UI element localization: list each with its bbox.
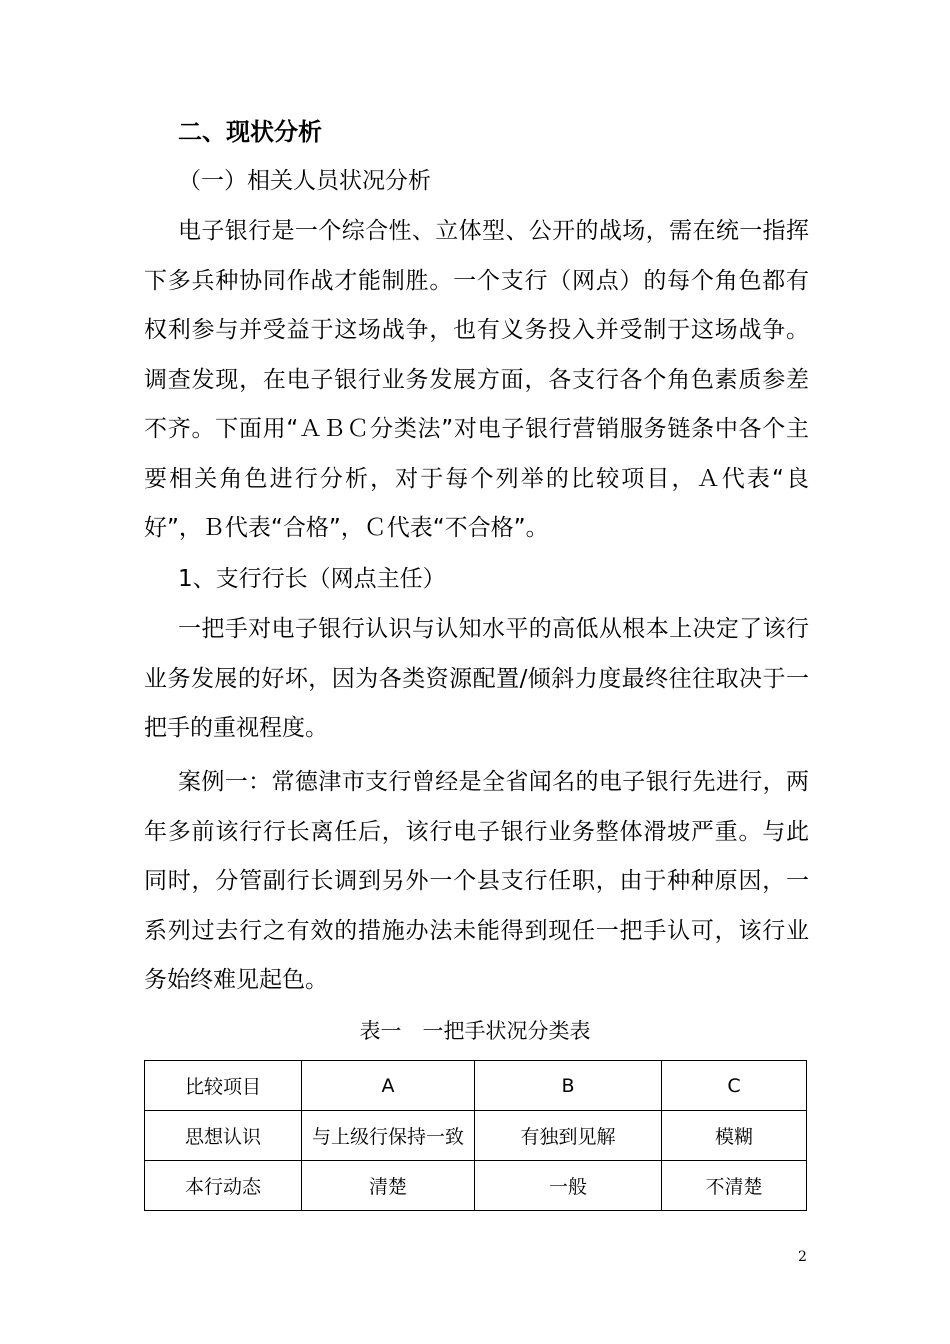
table-row bbox=[145, 1161, 807, 1211]
table-cell: 有独到见解 bbox=[475, 1111, 662, 1161]
page-number: 2 bbox=[798, 1249, 807, 1265]
table-header-cell: 比较项目 bbox=[145, 1061, 302, 1111]
table-header-cell: B bbox=[475, 1061, 662, 1111]
table-cell: 不清楚 bbox=[662, 1161, 807, 1211]
classification-table bbox=[144, 1060, 807, 1211]
table-cell: 与上级行保持一致 bbox=[302, 1111, 475, 1161]
section-heading: 二、现状分析 bbox=[178, 118, 322, 146]
item-heading: 1、支行行长（网点主任） bbox=[178, 566, 446, 592]
table-cell: 一般 bbox=[475, 1161, 662, 1211]
paragraph-case: 案例一：常德津市支行曾经是全省闻名的电子银行先进行，两年多前该行行长离任后，该行电子银行业务整体滑坡严重。与此同时，分管副行长调到另外一个县支行任职，由于种种原因，一系列过去行之有效的措施办法未能得到现任一把手认可，该行业务始终难见起色。 bbox=[144, 769, 809, 993]
paragraph-intro: 电子银行是一个综合性、立体型、公开的战场，需在统一指挥下多兵种协同作战才能制胜。一个支行（网点）的每个角色都有权利参与并受益于这场战争，也有义务投入并受制于这场战争。调查发现，在电子银行业务发展方面，各支行各个角色素质参差不齐。下面用“ＡＢＣ分类法”对电子银行营销服务链条中各个主要相关角色进行分析，对于每个列举的比较项目，Ａ代表“良好”，Ｂ代表“合格”，Ｃ代表“不合格”。 bbox=[144, 218, 809, 541]
table-header-cell: C bbox=[662, 1061, 807, 1111]
table-header-row bbox=[145, 1061, 807, 1111]
table-cell: 本行动态 bbox=[145, 1161, 302, 1211]
table-header-cell: A bbox=[302, 1061, 475, 1111]
table-cell: 模糊 bbox=[662, 1111, 807, 1161]
table-cell: 思想认识 bbox=[145, 1111, 302, 1161]
table-cell: 清楚 bbox=[302, 1161, 475, 1211]
paragraph-leader: 一把手对电子银行认识与认知水平的高低从根本上决定了该行业务发展的好坏，因为各类资源配置/倾斜力度最终往往取决于一把手的重视程度。 bbox=[144, 616, 809, 741]
table-caption: 表一 一把手状况分类表 bbox=[359, 1019, 591, 1043]
table-row bbox=[145, 1111, 807, 1161]
subsection-heading: （一）相关人员状况分析 bbox=[178, 168, 431, 194]
